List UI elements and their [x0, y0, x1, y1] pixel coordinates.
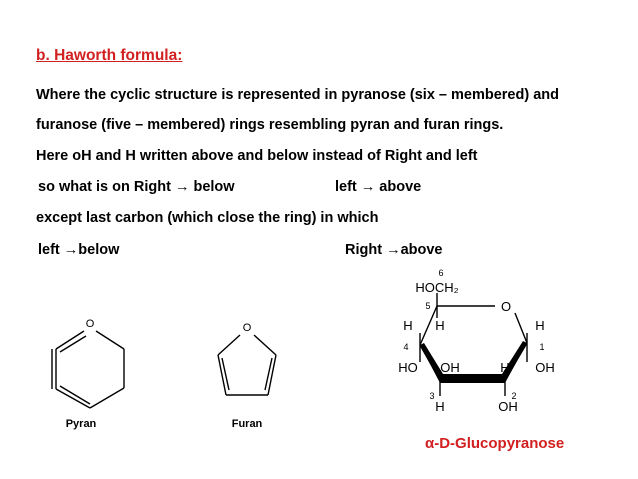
ring-front-edge: [420, 341, 527, 383]
carbon-1-number: 1: [539, 342, 545, 352]
text-line-1: Where the cyclic structure is represented in pyranose (six – membered) and: [36, 87, 559, 103]
c1-hydroxyl: OH: [535, 360, 555, 375]
furan-oxygen: O: [242, 322, 252, 334]
rule-right-above: Right →above: [345, 242, 443, 258]
pyran-label: Pyran: [65, 418, 97, 430]
exception-line: except last carbon (which close the ring) in which: [36, 210, 379, 226]
text-line-3: Here oH and H written above and below instead of Right and left: [36, 148, 478, 164]
carbon-2-number: 2: [511, 391, 517, 401]
rule-right-below: so what is on Right → below: [38, 179, 235, 195]
c2-hydroxyl: OH: [498, 399, 518, 414]
pyran-structure: [52, 331, 124, 408]
carbon-5-number: 5: [425, 301, 431, 311]
glucopyranose-caption: α-D-Glucopyranose: [425, 435, 565, 452]
c2-hydrogen: H: [500, 360, 510, 375]
rule-left-below: left →below: [38, 242, 120, 258]
section-heading: b. Haworth formula:: [36, 47, 183, 64]
carbon-3-number: 3: [429, 391, 435, 401]
c3-hydrogen: H: [435, 399, 445, 414]
text-line-2: furanose (five – membered) rings resembling pyran and furan rings.: [36, 117, 504, 133]
c4-hydroxyl: HO: [398, 360, 418, 375]
c1-hydrogen: H: [535, 318, 545, 333]
rule-left-above: left → above: [335, 179, 422, 195]
carbon-4-number: 4: [403, 342, 409, 352]
ch2oh-group: HOCH₂: [415, 280, 459, 295]
c3-hydroxyl: OH: [440, 360, 460, 375]
furan-structure: [218, 335, 276, 395]
c4-hydrogen: H: [403, 318, 413, 333]
c5-hydrogen: H: [435, 318, 445, 333]
ring-oxygen: O: [500, 299, 512, 314]
furan-label: Furan: [231, 418, 263, 430]
pyran-oxygen: O: [85, 318, 95, 330]
carbon-6-number: 6: [438, 268, 444, 278]
